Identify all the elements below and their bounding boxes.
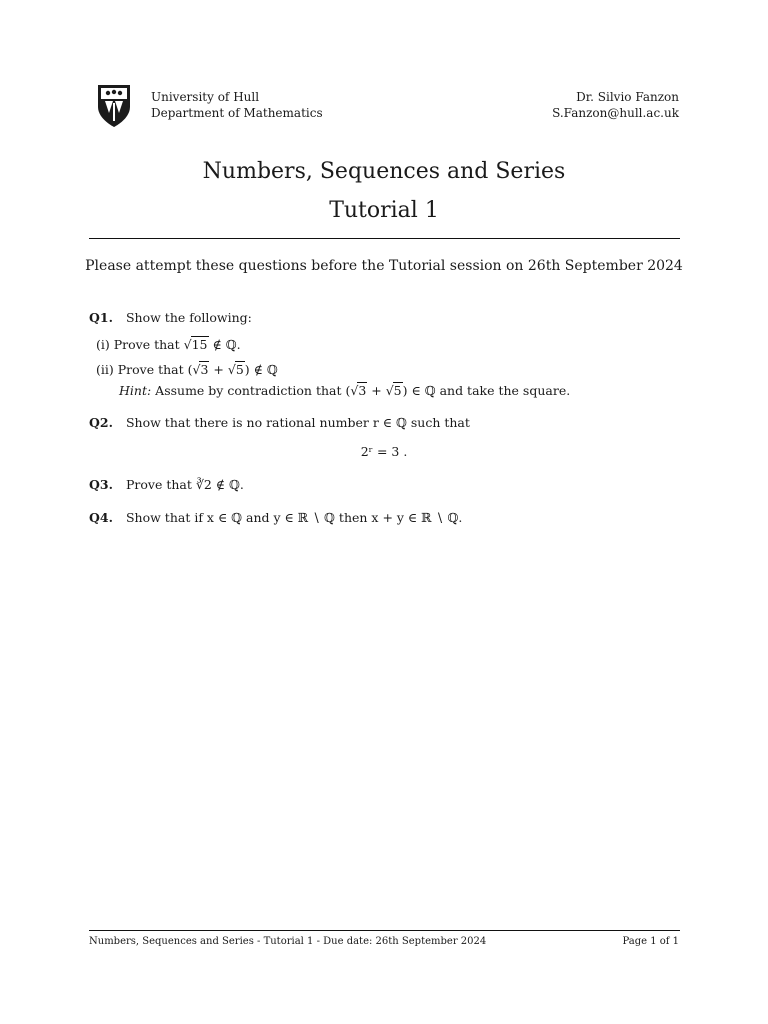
- header-author: [552, 89, 679, 121]
- question-3-label: Q3.: [89, 477, 113, 492]
- question-1-hint: Hint: Assume by contradiction that (√3 + √5) ∈ ℚ and take the square.: [119, 383, 571, 398]
- header-institution: [151, 89, 323, 121]
- sqrt-sign-icon: √: [385, 383, 394, 398]
- question-3-text: Prove that ∛2 ∉ ℚ.: [125, 477, 244, 492]
- question-2-label: Q2.: [89, 415, 113, 430]
- math-radicand: 3: [358, 383, 367, 398]
- question-1-part-i: (i) Prove that √15 ∉ ℚ.: [96, 337, 241, 352]
- page-number: Page 1 of 1: [622, 936, 679, 947]
- question-1-part-ii: (ii) Prove that (√3 + √5) ∉ ℚ: [96, 362, 278, 377]
- sqrt-sign-icon: √: [183, 337, 192, 352]
- intro-text: Please attempt these questions before the Tutorial session on 26th September 2024: [85, 258, 683, 274]
- question-3: [89, 477, 244, 493]
- footer-rule: [89, 930, 680, 931]
- department-name: Department of Mathematics: [151, 106, 323, 120]
- university-crest-logo: [96, 83, 132, 129]
- math-radicand: 5: [235, 362, 244, 377]
- question-1: [89, 310, 252, 326]
- question-4-text: Show that if x ∈ ℚ and y ∈ ℝ ∖ ℚ then x + y ∈ ℝ ∖ ℚ.: [125, 510, 463, 525]
- part-ii-label: (ii): [96, 362, 114, 377]
- question-2: [89, 415, 470, 431]
- question-2-equation: 2ʳ = 3 .: [360, 444, 408, 459]
- part-i-label: (i): [96, 337, 110, 352]
- math-radicand: 15: [191, 337, 208, 352]
- hint-tail: and take the square.: [439, 383, 571, 398]
- question-4-label: Q4.: [89, 510, 113, 525]
- math-radicand: 5: [393, 383, 402, 398]
- question-1-text: Show the following:: [125, 310, 252, 325]
- sqrt-sign-icon: √: [227, 362, 236, 377]
- question-1-label: Q1.: [89, 310, 113, 325]
- part-i-text: Prove that: [113, 337, 180, 352]
- part-ii-text: Prove that: [117, 362, 184, 377]
- sqrt-sign-icon: √: [192, 362, 201, 377]
- hint-label: Hint:: [119, 383, 152, 398]
- author-name: Dr. Silvio Fanzon: [576, 90, 679, 104]
- math-radicand: 3: [200, 362, 209, 377]
- document-subtitle: Tutorial 1: [329, 198, 439, 223]
- author-email: S.Fanzon@hull.ac.uk: [552, 106, 679, 120]
- footer-title: Numbers, Sequences and Series - Tutorial 1 - Due date: 26th September 2024: [89, 936, 487, 947]
- university-name: University of Hull: [151, 90, 260, 104]
- sqrt-sign-icon: √: [350, 383, 359, 398]
- document-title: Numbers, Sequences and Series: [202, 159, 566, 184]
- question-4: [89, 510, 462, 526]
- hint-text: Assume by contradiction that: [155, 383, 342, 398]
- question-2-text: Show that there is no rational number r ∈ ℚ such that: [125, 415, 470, 430]
- title-rule: [89, 238, 680, 239]
